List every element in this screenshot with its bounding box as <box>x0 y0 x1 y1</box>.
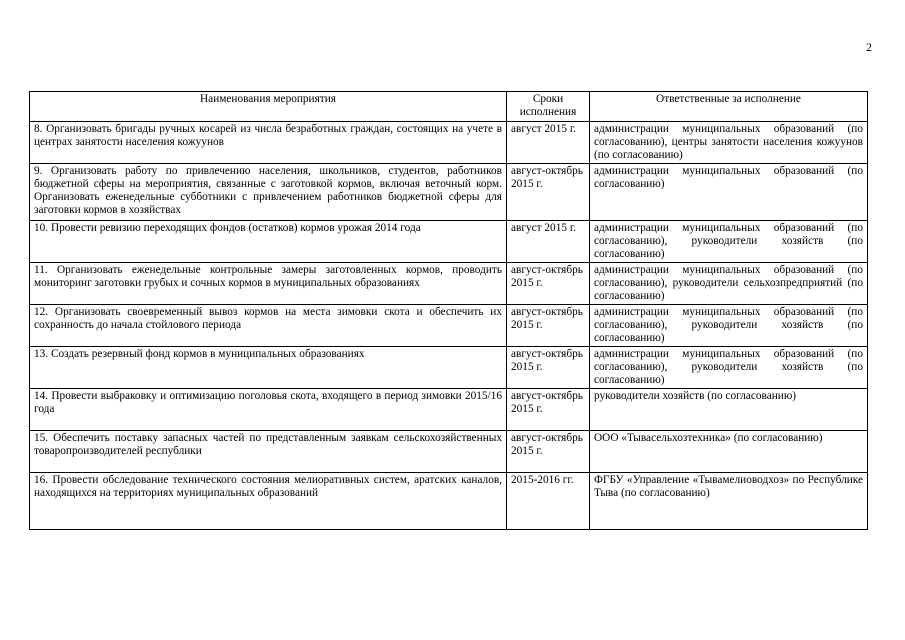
deadline-cell: август-октябрь 2015 г. <box>507 163 590 220</box>
deadline-cell: август 2015 г. <box>507 122 590 164</box>
table-row <box>30 262 868 304</box>
table-row <box>30 388 868 430</box>
deadline-cell: 2015-2016 гг. <box>507 472 590 529</box>
deadline-cell: август-октябрь 2015 г. <box>507 304 590 346</box>
responsible-cell: администрации муниципальных образований (по согласованию), руководители хозяйств (по согласованию) <box>590 304 868 346</box>
responsible-cell: администрации муниципальных образований (по согласованию), руководители хозяйств (по согласованию) <box>590 346 868 388</box>
table-row <box>30 163 868 220</box>
header-responsible: Ответственные за исполнение <box>590 92 868 122</box>
table-row <box>30 122 868 164</box>
task-cell: 9. Организовать работу по привлечению населения, школьников, студентов, работников бюджетной сферы на мероприятия, связанные с заготовкой кормов, включая веточный корм. Организовать еженедельные субботники с привлечением работников бюджетной сферы для заготовки кормов в хозяйствах <box>30 163 507 220</box>
header-task: Наименования мероприятия <box>30 92 507 122</box>
responsible-cell: ООО «Тывасельхозтехника» (по согласованию) <box>590 430 868 472</box>
table-row <box>30 304 868 346</box>
responsible-cell: руководители хозяйств (по согласованию) <box>590 388 868 430</box>
responsible-cell: ФГБУ «Управление «Тывамелиоводхоз» по Республике Тыва (по согласованию) <box>590 472 868 529</box>
task-cell: 16. Провести обследование технического состояния мелиоративных систем, аратских каналов, находящихся на территориях муниципальных образований <box>30 472 507 529</box>
task-cell: 14. Провести выбраковку и оптимизацию поголовья скота, входящего в период зимовки 2015/16 года <box>30 388 507 430</box>
task-cell: 12. Организовать своевременный вывоз кормов на места зимовки скота и обеспечить их сохранность до начала стойлового периода <box>30 304 507 346</box>
task-cell: 10. Провести ревизию переходящих фондов (остатков) кормов урожая 2014 года <box>30 220 507 262</box>
page-number: 2 <box>866 40 872 54</box>
task-cell: 11. Организовать еженедельные контрольные замеры заготовленных кормов, проводить мониторинг заготовки грубых и сочных кормов в муниципальных образованиях <box>30 262 507 304</box>
deadline-cell: август-октябрь 2015 г. <box>507 346 590 388</box>
table-row <box>30 220 868 262</box>
table-header-row <box>30 92 868 122</box>
deadline-cell: август-октябрь 2015 г. <box>507 430 590 472</box>
deadline-cell: август 2015 г. <box>507 220 590 262</box>
table-row <box>30 346 868 388</box>
deadline-cell: август-октябрь 2015 г. <box>507 262 590 304</box>
responsible-cell: администрации муниципальных образований (по согласованию) <box>590 163 868 220</box>
table-row <box>30 472 868 529</box>
deadline-cell: август-октябрь 2015 г. <box>507 388 590 430</box>
task-cell: 15. Обеспечить поставку запасных частей по представленным заявкам сельскохозяйственных товаропроизводителей республики <box>30 430 507 472</box>
responsible-cell: администрации муниципальных образований (по согласованию), руководители сельхозпредприятий (по согласованию) <box>590 262 868 304</box>
header-deadline: Сроки исполнения <box>507 92 590 122</box>
responsible-cell: администрации муниципальных образований (по согласованию), центры занятости населения кожуунов (по согласованию) <box>590 122 868 164</box>
responsible-cell: администрации муниципальных образований (по согласованию), руководители хозяйств (по согласованию) <box>590 220 868 262</box>
task-cell: 8. Организовать бригады ручных косарей из числа безработных граждан, состоящих на учете в центрах занятости населения кожуунов <box>30 122 507 164</box>
action-plan-table <box>29 91 868 530</box>
table-row <box>30 430 868 472</box>
task-cell: 13. Создать резервный фонд кормов в муниципальных образованиях <box>30 346 507 388</box>
